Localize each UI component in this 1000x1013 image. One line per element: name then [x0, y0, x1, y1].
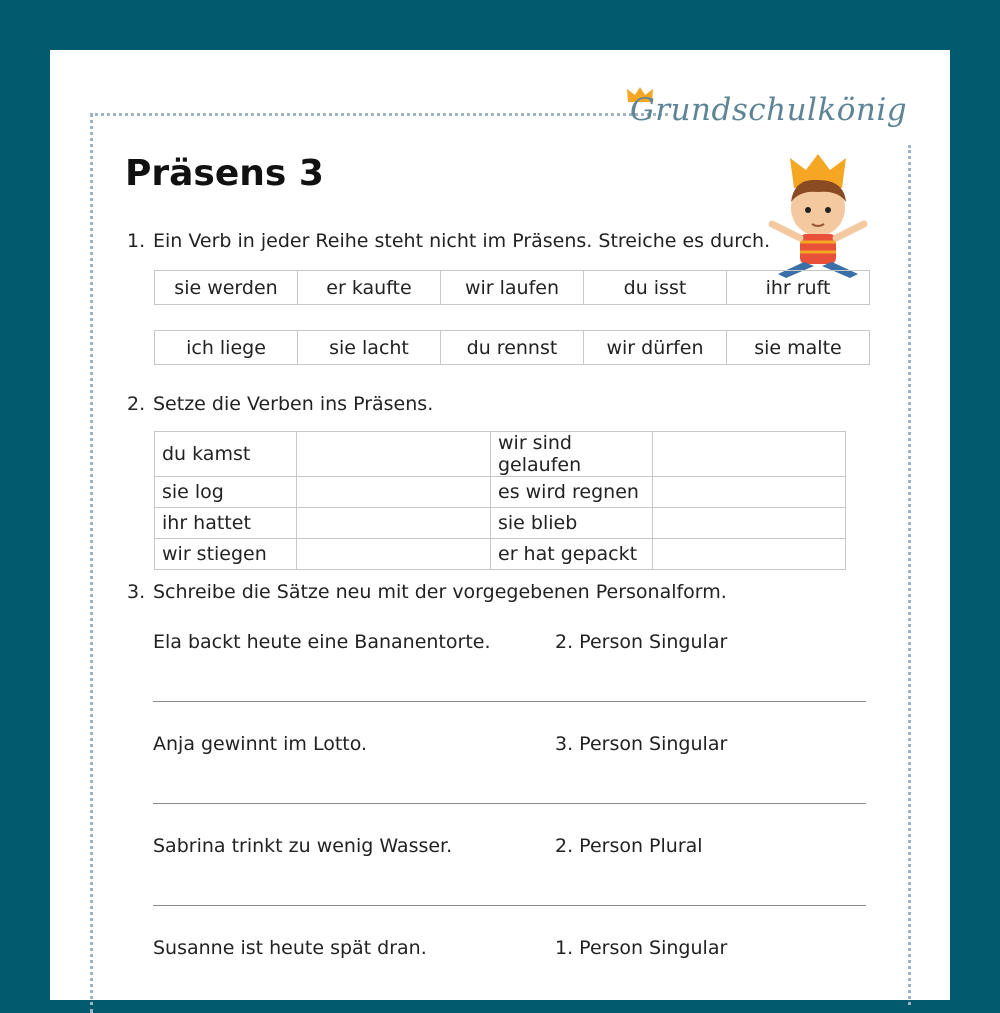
sentence-4: Susanne ist heute spät dran.: [153, 937, 427, 959]
verb-cell[interactable]: sie malte: [727, 331, 870, 365]
verb-cell[interactable]: ihr ruft: [727, 271, 870, 305]
verb-cell[interactable]: sie lacht: [298, 331, 441, 365]
table-row: [155, 477, 846, 508]
task-3-instruction: 3. Schreibe die Sätze neu mit der vorgegebenen Personalform.: [127, 581, 727, 603]
verb-past: du kamst: [155, 432, 297, 477]
answer-line-3[interactable]: [153, 905, 866, 906]
page-title: Präsens 3: [125, 153, 324, 194]
verb-cell[interactable]: er kaufte: [298, 271, 441, 305]
answer-line-1[interactable]: [153, 701, 866, 702]
sentence-2: Anja gewinnt im Lotto.: [153, 733, 368, 755]
answer-cell[interactable]: [297, 539, 491, 570]
verb-cell[interactable]: ich liege: [155, 331, 298, 365]
conversion-table: [154, 431, 846, 570]
verb-past: sie blieb: [491, 508, 653, 539]
boy-with-crown-illustration: [758, 150, 878, 280]
verb-past: sie log: [155, 477, 297, 508]
sentence-1: Ela backt heute eine Bananentorte.: [153, 631, 491, 653]
table-row: [155, 508, 846, 539]
worksheet-page: [50, 50, 950, 1000]
verb-row-2: [154, 330, 870, 365]
answer-cell[interactable]: [297, 432, 491, 477]
verb-cell[interactable]: wir laufen: [441, 271, 584, 305]
dotted-border-left: [90, 113, 93, 1013]
verb-cell[interactable]: sie werden: [155, 271, 298, 305]
answer-cell[interactable]: [653, 477, 846, 508]
verb-cell[interactable]: wir dürfen: [584, 331, 727, 365]
verb-past: er hat gepackt: [491, 539, 653, 570]
dotted-border-right: [908, 145, 911, 1005]
person-form-2: 3. Person Singular: [555, 733, 728, 755]
dotted-border-top: [90, 113, 668, 116]
verb-row-1: [154, 270, 870, 305]
task-2-instruction: 2. Setze die Verben ins Präsens.: [127, 393, 434, 415]
table-row: [155, 432, 846, 477]
verb-past: wir stiegen: [155, 539, 297, 570]
verb-cell[interactable]: du isst: [584, 271, 727, 305]
answer-cell[interactable]: [297, 508, 491, 539]
person-form-3: 2. Person Plural: [555, 835, 703, 857]
person-form-4: 1. Person Singular: [555, 937, 728, 959]
sentence-3: Sabrina trinkt zu wenig Wasser.: [153, 835, 453, 857]
table-row: [155, 539, 846, 570]
answer-cell[interactable]: [653, 432, 846, 477]
answer-line-2[interactable]: [153, 803, 866, 804]
answer-cell[interactable]: [653, 539, 846, 570]
verb-past: wir sind gelaufen: [491, 432, 653, 477]
answer-cell[interactable]: [297, 477, 491, 508]
verb-past: ihr hattet: [155, 508, 297, 539]
logo-text: Grundschulkönig: [630, 92, 908, 128]
person-form-1: 2. Person Singular: [555, 631, 728, 653]
verb-cell[interactable]: du rennst: [441, 331, 584, 365]
verb-past: es wird regnen: [491, 477, 653, 508]
task-1-instruction: 1. Ein Verb in jeder Reihe steht nicht im Präsens. Streiche es durch.: [127, 230, 771, 252]
answer-cell[interactable]: [653, 508, 846, 539]
